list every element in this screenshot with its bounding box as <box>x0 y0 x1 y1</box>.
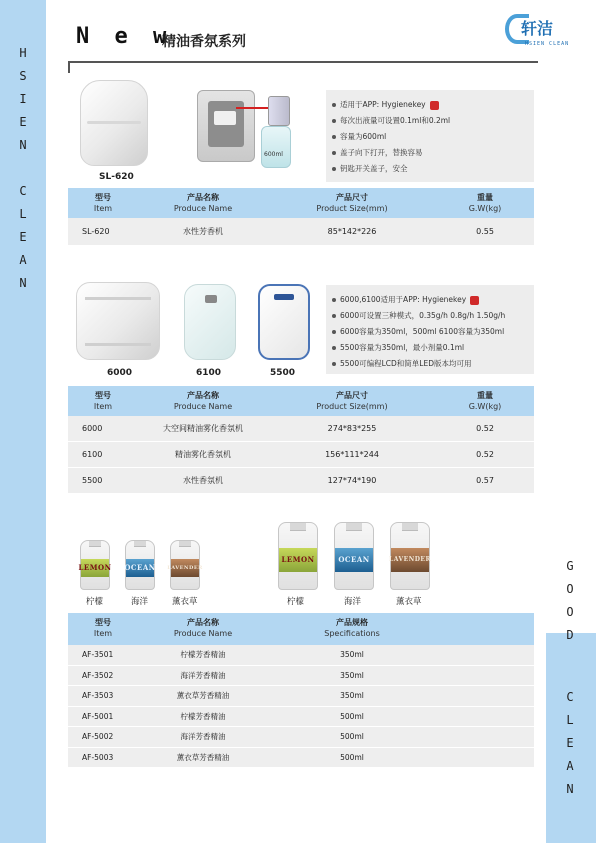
feature-item: 钥匙开关盖子，安全 <box>332 161 526 177</box>
bullet-icon <box>332 135 336 139</box>
pointer-arrow-icon <box>236 107 268 109</box>
vertical-text-right-top: G O O D <box>566 559 574 642</box>
sl620-label: SL-620 <box>99 172 134 182</box>
bullet-icon <box>332 362 336 366</box>
app-icon <box>470 296 479 305</box>
model-6000-spec-table <box>68 386 534 494</box>
bullet-icon <box>332 314 336 318</box>
large-ocean-label: 海洋 <box>344 597 362 607</box>
large-lemon-label: 柠檬 <box>287 597 305 607</box>
vertical-text-right-bottom: C L E A N <box>566 690 574 796</box>
small-lemon-label: 柠檬 <box>86 597 104 607</box>
logo-name-en: HSIEN CLEAN <box>525 41 570 47</box>
feature-item: 5500可编程LCD和简单LED版本均可用 <box>332 356 526 372</box>
sl620-dispenser-image <box>80 80 148 166</box>
large-lavender-label: 薰衣草 <box>396 597 422 607</box>
small-ocean-label: 海洋 <box>131 597 149 607</box>
table-header: 型号 Item 产品名称 Produce Name 产品规格 Specifications <box>68 613 534 645</box>
small-ocean-bottle-image: OCEAN <box>125 540 155 590</box>
sl620-features-box <box>326 90 534 182</box>
nozzle-part-image <box>268 96 290 126</box>
bullet-icon <box>332 330 336 334</box>
bullet-icon <box>332 119 336 123</box>
bullet-icon <box>332 346 336 350</box>
vertical-text-left: H S I E N C L E A N <box>19 46 27 290</box>
table-row: AF-5001 柠檬芳香精油 500ml <box>68 707 534 728</box>
small-lavender-label: 薰衣草 <box>172 597 198 607</box>
small-lemon-bottle-image: LEMON <box>80 540 110 590</box>
table-row: 6000 大空间精油雾化香氛机 274*83*255 0.52 <box>68 416 534 442</box>
model-6100-label: 6100 <box>196 368 222 378</box>
logo-name-cn: 轩洁 <box>521 19 554 38</box>
table-header: 型号 Item 产品名称 Produce Name 产品尺寸 Product Size(mm) 重量 G.W(kg) <box>68 386 534 416</box>
bullet-icon <box>332 298 336 302</box>
sl620-open-dispenser-image <box>197 90 255 162</box>
large-lemon-bottle-image: LEMON <box>278 522 318 590</box>
table-row: 5500 水性香氛机 127*74*190 0.57 <box>68 468 534 494</box>
table-row: AF-3501 柠檬芳香精油 350ml <box>68 645 534 666</box>
table-row: AF-3503 薰衣草芳香精油 350ml <box>68 686 534 707</box>
bullet-icon <box>332 151 336 155</box>
bullet-icon <box>332 103 336 107</box>
sl620-spec-table <box>68 188 534 246</box>
header-divider-tick <box>68 61 70 73</box>
model-6000-label: 6000 <box>107 368 133 378</box>
bullet-icon <box>332 167 336 171</box>
feature-item: 6000,6100适用于APP: Hygienekey <box>332 292 526 308</box>
refill-bottle-image <box>261 126 291 168</box>
feature-item: 6000可设置三种模式，0.35g/h 0.8g/h 1.50g/h <box>332 308 526 324</box>
refill-volume-label: 600ml <box>264 151 283 158</box>
model-6000-features-box <box>326 285 534 374</box>
header-divider <box>68 61 538 63</box>
app-icon <box>430 101 439 110</box>
small-lavender-bottle-image: LAVENDER <box>170 540 200 590</box>
feature-item: 盖子向下打开，替换容易 <box>332 145 526 161</box>
brand-logo <box>505 12 585 56</box>
header-new-label: N e w <box>76 24 173 49</box>
feature-item: 5500容量为350ml，最小剂量0.1ml <box>332 340 526 356</box>
model-5500-image <box>258 284 310 360</box>
table-header: 型号 Item 产品名称 Produce Name 产品尺寸 Product Size(mm) 重量 G.W(kg) <box>68 188 534 218</box>
feature-item: 适用于APP: Hygienekey <box>332 97 526 113</box>
model-5500-label: 5500 <box>270 368 296 378</box>
table-row: SL-620 水性芳香机 85*142*226 0.55 <box>68 218 534 246</box>
feature-item: 6000容量为350ml，500ml 6100容量为350ml <box>332 324 526 340</box>
feature-item: 容量为600ml <box>332 129 526 145</box>
large-ocean-bottle-image: OCEAN <box>334 522 374 590</box>
essential-oil-spec-table <box>68 613 534 768</box>
table-row: AF-5003 薰衣草芳香精油 500ml <box>68 748 534 769</box>
model-6000-image <box>76 282 160 360</box>
feature-item: 每次出液量可设置0.1ml和0.2ml <box>332 113 526 129</box>
table-row: AF-5002 海洋芳香精油 500ml <box>68 727 534 748</box>
table-row: 6100 精油雾化香氛机 156*111*244 0.52 <box>68 442 534 468</box>
page-title: 精油香氛系列 <box>162 34 246 50</box>
table-row: AF-3502 海洋芳香精油 350ml <box>68 666 534 687</box>
model-6100-image <box>184 284 236 360</box>
large-lavender-bottle-image: LAVENDER <box>390 522 430 590</box>
